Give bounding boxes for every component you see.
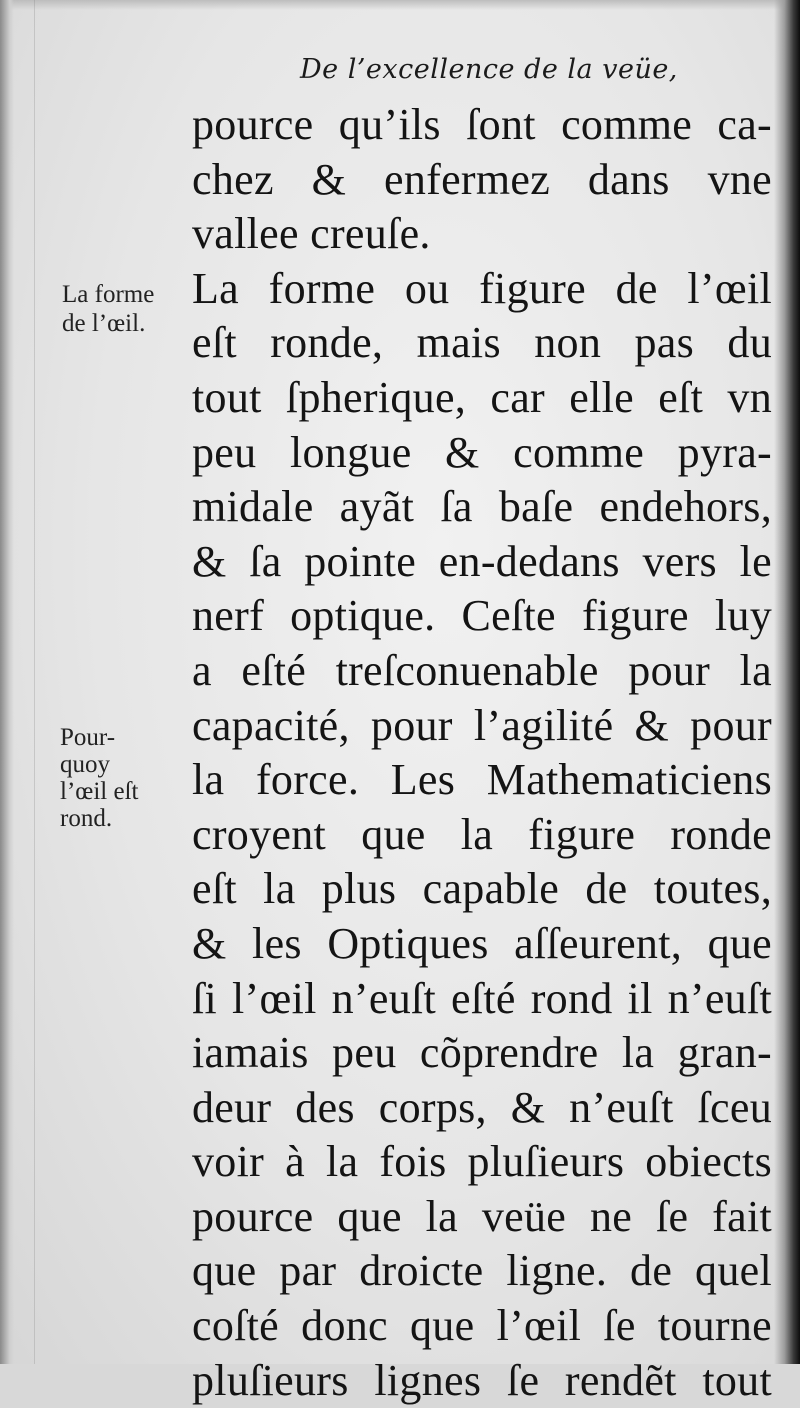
text-line: a eſté treſconuenable pour la [192,645,772,695]
margin-note-line: Pour- [60,724,116,751]
text-line: croyent que la figure ronde [192,809,772,859]
text-line: que par droicte ligne. de quel [192,1246,772,1296]
text-line: vallee creuſe. [192,209,431,259]
text-line: deur des corps, & n’euſt ſceu [192,1082,772,1132]
text-line: pource qu’ils ſont comme ca- [192,100,772,149]
page-top-edge [0,0,800,10]
text-line: iamais peu cõprendre la gran- [192,1028,772,1078]
text-line: & les Optiques aſſeurent, que [192,918,772,968]
text-line: chez & enfermez dans vne [192,154,772,204]
page-fold-line [34,0,35,1364]
text-line: tout ſpherique, car elle eſt vn [192,372,772,422]
text-line: la force. Les Mathematiciens [192,755,772,805]
text-line: midale ayãt ſa baſe endehors, [192,482,772,532]
text-line: pource que la veüe ne ſe fait [192,1191,772,1241]
text-line: peu longue & comme pyra- [192,427,772,477]
margin-note-line: quoy [60,751,110,778]
text-line: eſt la plus capable de toutes, [192,864,772,914]
text-line: ſi l’œil n’euſt eſté rond il n’euſt [192,973,772,1023]
text-line: & ſa pointe en-dedans vers le [192,536,772,586]
body-text [192,98,772,1408]
margin-note-line: rond. [60,805,113,832]
margin-note-why-round [60,724,138,832]
page-right-edge [774,0,800,1364]
text-line: pluſieurs lignes ſe rendẽt tout [192,1355,772,1405]
margin-note-line: La forme [62,281,155,308]
running-head: De l’excellence de la veüe, [300,54,678,85]
margin-note-eye-shape [62,280,154,338]
text-line: La forme ou figure de l’œil [192,263,772,313]
margin-note-line: de l’œil. [62,310,146,337]
text-line: capacité, pour l’agilité & pour [192,700,772,750]
text-line: voir à la fois pluſieurs obiects [192,1137,772,1187]
text-line: nerf optique. Ceſte figure luy [192,591,772,641]
text-line: coſté donc que l’œil ſe tourne [192,1301,772,1351]
page-left-edge [0,0,14,1364]
margin-note-line: l’œil eſt [60,778,139,805]
text-line: eſt ronde, mais non pas du [192,318,772,368]
